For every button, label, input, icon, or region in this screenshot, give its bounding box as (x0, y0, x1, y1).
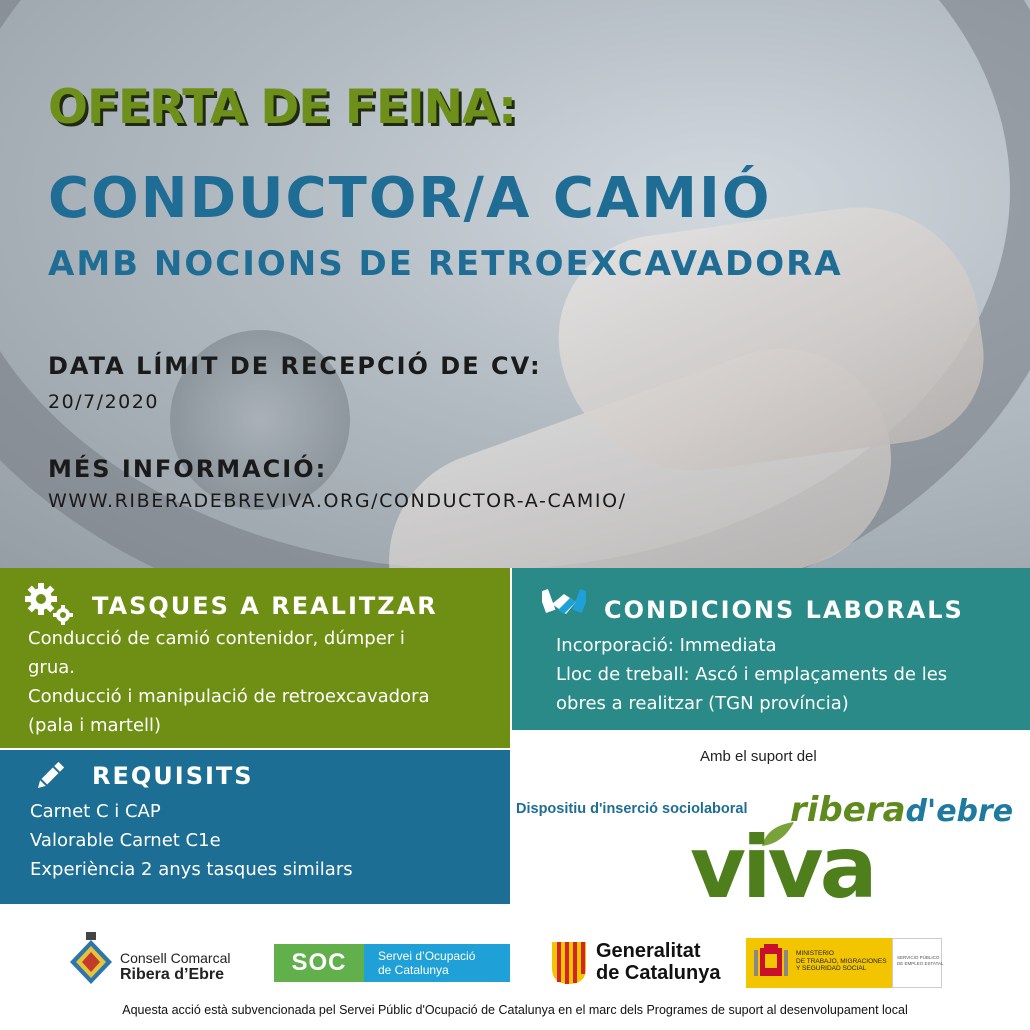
condicions-title: CONDICIONS LABORALS (604, 596, 964, 624)
soc-line2: de Catalunya (378, 963, 449, 977)
list-item: Lloc de treball: Ascó i emplaçaments de les (556, 664, 948, 685)
logo-debre-text: d'ebre (905, 794, 1014, 829)
list-item: Conducció i manipulació de retroexcavadora (28, 686, 430, 707)
tasques-title: TASQUES A REALITZAR (92, 592, 438, 620)
ministerio-logo (746, 938, 942, 988)
offer-title: OFERTA DE FEINA: (48, 80, 516, 135)
requisits-title: REQUISITS (92, 762, 254, 790)
list-item: obres a realitzar (TGN província) (556, 693, 849, 714)
condicions-list (556, 631, 947, 718)
ministerio-line1: MINISTERIO (796, 950, 834, 957)
info-url-link[interactable]: WWW.RIBERADEBREVIVA.ORG/CONDUCTOR-A-CAMIO/ (48, 490, 627, 512)
spain-coat-of-arms-icon (754, 944, 788, 982)
consell-line2: Ribera d’Ebre (120, 966, 225, 983)
sponsor-logos (0, 930, 1030, 990)
gencat-line2: de Catalunya (596, 962, 721, 984)
sepe-line1: SERVICIO PÚBLICO (897, 955, 940, 960)
logo-viva-text: viva (690, 818, 874, 918)
list-item: Conducció de camió contenidor, dúmper i (28, 628, 405, 649)
list-item: grua. (28, 657, 75, 678)
consell-line1: Consell Comarcal (120, 950, 231, 966)
consell-comarcal-logo (68, 930, 238, 990)
list-item: Carnet C i CAP (30, 801, 161, 822)
list-item: Valorable Carnet C1e (30, 830, 221, 851)
tasques-list (28, 624, 430, 740)
logo-ribera-text: ribera (790, 790, 906, 830)
handshake-icon (542, 584, 586, 624)
job-subtitle: AMB NOCIONS DE RETROEXCAVADORA (48, 244, 843, 284)
soc-line1: Servei d’Ocupació (378, 949, 476, 963)
requisits-list (30, 797, 353, 884)
soc-short: SOC (274, 944, 364, 982)
info-label: MÉS INFORMACIÓ: (48, 455, 328, 483)
requisits-panel (0, 750, 510, 904)
condicions-panel (512, 568, 1030, 730)
list-item: (pala i martell) (28, 715, 162, 736)
senyera-icon (552, 942, 586, 984)
gencat-line1: Generalitat (596, 940, 701, 962)
list-item: Incorporació: Immediata (556, 635, 777, 656)
sepe-line2: DE EMPLEO ESTATAL (897, 961, 944, 966)
ministerio-line3: Y SEGURIDAD SOCIAL (796, 965, 867, 972)
gears-icon (24, 582, 76, 628)
job-title: CONDUCTOR/A CAMIÓ (48, 166, 772, 231)
generalitat-logo (552, 940, 732, 986)
list-item: Experiència 2 anys tasques similars (30, 859, 353, 880)
tasques-panel (0, 568, 510, 748)
pencil-icon (32, 758, 68, 794)
program-label: Dispositiu d'inserció sociolaboral (516, 801, 748, 817)
soc-logo (274, 944, 510, 982)
support-label: Amb el suport del (700, 748, 817, 765)
consell-emblem-icon (68, 932, 114, 988)
deadline-value: 20/7/2020 (48, 391, 159, 413)
deadline-label: DATA LÍMIT DE RECEPCIÓ DE CV: (48, 352, 542, 380)
ministerio-line2: DE TRABAJO, MIGRACIONES (796, 957, 887, 965)
funding-footnote: Aquesta acció està subvencionada pel Servei Públic d'Ocupació de Catalunya en el marc dels Programes de suport al desenvolupament local (122, 1003, 908, 1017)
